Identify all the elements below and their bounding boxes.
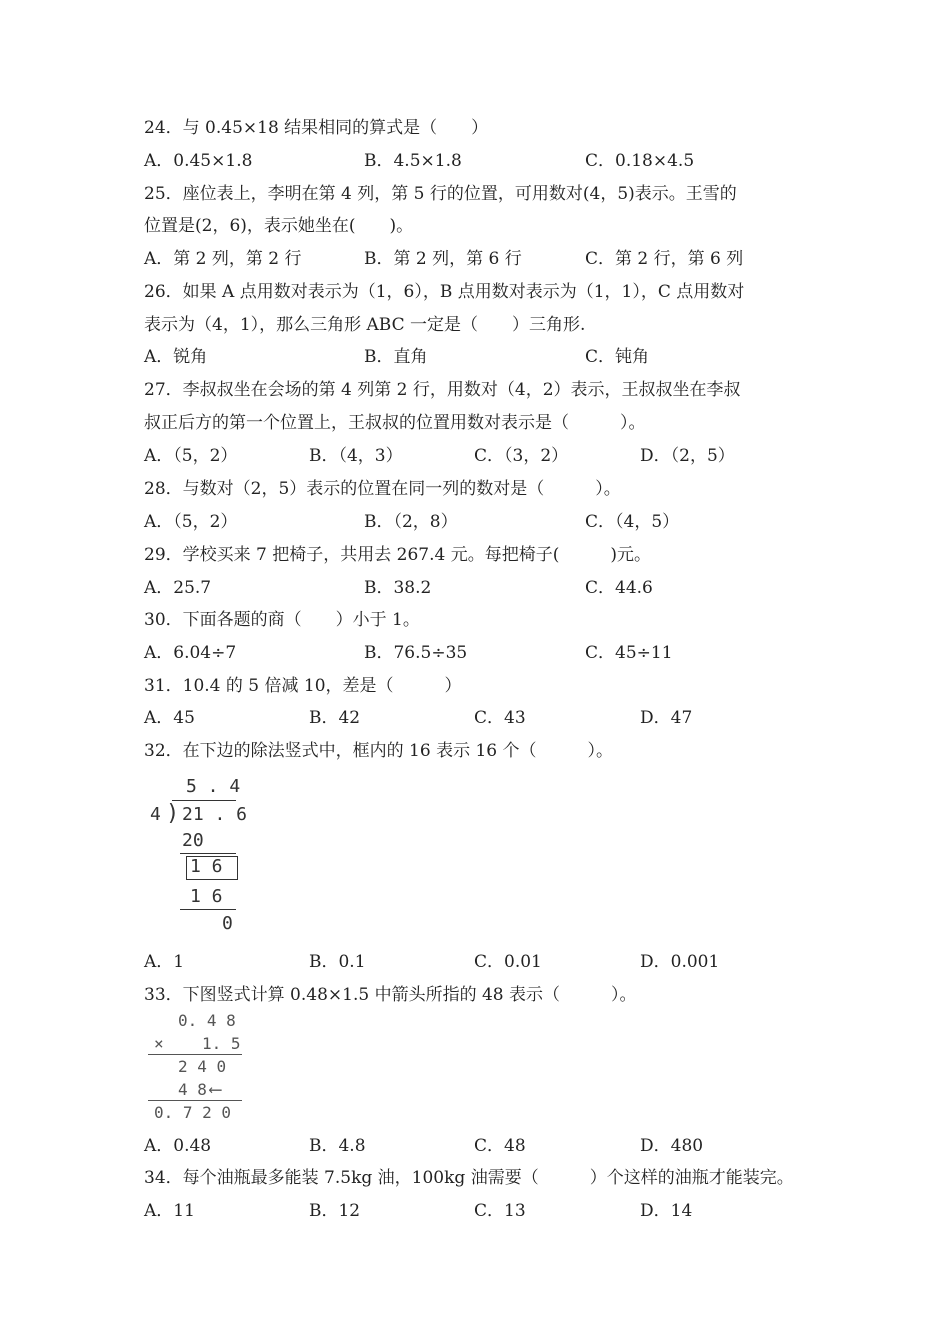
q25-option-b: B．第 2 列，第 6 行 xyxy=(364,249,522,269)
q32-option-b: B．0.1 xyxy=(309,952,366,972)
division-boxed-value: 1 6 xyxy=(190,856,223,877)
question-32-stem: 32．在下边的除法竖式中，框内的 16 表示 16 个（ ）。 xyxy=(144,741,614,761)
q28-option-c: C．（4，5） xyxy=(585,512,680,532)
q26-option-a: A．锐角 xyxy=(144,347,208,367)
question-25-stem-line2: 位置是(2，6)，表示她坐在( )。 xyxy=(144,216,414,236)
q24-option-b: B．4.5×1.8 xyxy=(364,151,462,171)
q30-option-b: B．76.5÷35 xyxy=(364,643,468,663)
mult-partial-1: 2 4 0 xyxy=(178,1057,227,1076)
q33-option-a: A．0.48 xyxy=(144,1136,212,1156)
question-28-stem: 28．与数对（2，5）表示的位置在同一列的数对是（ ）。 xyxy=(144,479,621,499)
division-dividend: 21 . 6 xyxy=(182,804,248,825)
mult-result: 0. 7 2 0 xyxy=(154,1103,232,1122)
multiplication-figure xyxy=(144,1010,264,1124)
division-rule-2 xyxy=(180,909,236,910)
q34-option-d: D．14 xyxy=(640,1201,693,1221)
q32-option-d: D．0.001 xyxy=(640,952,720,972)
q25-option-a: A．第 2 列，第 2 行 xyxy=(144,249,302,269)
q24-option-a: A．0.45×1.8 xyxy=(144,151,253,171)
division-rule-1 xyxy=(180,853,236,854)
question-34-stem: 34．每个油瓶最多能装 7.5kg 油，100kg 油需要（ ）个这样的油瓶才能装完。 xyxy=(144,1168,794,1188)
q31-option-b: B．42 xyxy=(309,708,361,728)
q29-option-b: B．38.2 xyxy=(364,578,432,598)
q32-option-c: C．0.01 xyxy=(474,952,542,972)
q32-option-a: A．1 xyxy=(144,952,185,972)
q30-option-a: A．6.04÷7 xyxy=(144,643,237,663)
question-30-stem: 30．下面各题的商（ ）小于 1。 xyxy=(144,610,420,630)
question-24-stem: 24．与 0.45×18 结果相同的算式是（ ） xyxy=(144,118,489,138)
division-bracket: ) xyxy=(166,801,180,826)
q29-option-c: C．44.6 xyxy=(585,578,653,598)
q34-option-c: C．13 xyxy=(474,1201,526,1221)
q34-option-a: A．11 xyxy=(144,1201,195,1221)
question-27-stem-line1: 27．李叔叔坐在会场的第 4 列第 2 行，用数对（4，2）表示，王叔叔坐在李叔 xyxy=(144,380,741,400)
question-33-stem: 33．下图竖式计算 0.48×1.5 中箭头所指的 48 表示（ ）。 xyxy=(144,985,637,1005)
q26-option-c: C．钝角 xyxy=(585,347,650,367)
mult-top-factor: 0. 4 8 xyxy=(178,1011,236,1030)
question-29-stem: 29．学校买来 7 把椅子，共用去 267.4 元。每把椅子( )元。 xyxy=(144,545,651,565)
division-step1: 20 xyxy=(182,830,204,851)
long-division-figure xyxy=(144,774,254,942)
mult-times-sign: × xyxy=(154,1034,164,1053)
q26-option-b: B．直角 xyxy=(364,347,428,367)
question-27-stem-line2: 叔正后方的第一个位置上，王叔叔的位置用数对表示是（ ）。 xyxy=(144,413,646,433)
division-step2: 1 6 xyxy=(190,886,223,907)
q28-option-b: B．（2，8） xyxy=(364,512,458,532)
division-remainder: 0 xyxy=(222,913,233,934)
q27-option-a: A．（5，2） xyxy=(144,446,238,466)
question-26-stem-line2: 表示为（4，1），那么三角形 ABC 一定是（ ）三角形. xyxy=(144,315,586,335)
q29-option-a: A．25.7 xyxy=(144,578,212,598)
arrow-left-icon: ⟵ xyxy=(210,1079,221,1100)
q27-option-c: C．（3，2） xyxy=(474,446,569,466)
q33-option-b: B．4.8 xyxy=(309,1136,366,1156)
question-25-stem-line1: 25．座位表上，李明在第 4 列，第 5 行的位置，可用数对(4，5)表示。王雪的 xyxy=(144,184,737,204)
q31-option-a: A．45 xyxy=(144,708,195,728)
q30-option-c: C．45÷11 xyxy=(585,643,673,663)
division-divisor: 4 xyxy=(150,804,161,825)
q31-option-c: C．43 xyxy=(474,708,526,728)
division-bar xyxy=(172,800,236,801)
q27-option-d: D．（2，5） xyxy=(640,446,735,466)
q24-option-c: C．0.18×4.5 xyxy=(585,151,695,171)
q27-option-b: B．（4，3） xyxy=(309,446,403,466)
mult-rule-1 xyxy=(148,1054,242,1055)
mult-multiplier: 1. 5 xyxy=(202,1034,241,1053)
mult-rule-2 xyxy=(148,1100,242,1101)
question-26-stem-line1: 26．如果 A 点用数对表示为（1，6），B 点用数对表示为（1，1），C 点用数对 xyxy=(144,282,745,302)
q33-option-c: C．48 xyxy=(474,1136,526,1156)
question-31-stem: 31．10.4 的 5 倍减 10，差是（ ） xyxy=(144,676,462,696)
q25-option-c: C．第 2 行，第 6 列 xyxy=(585,249,744,269)
q31-option-d: D．47 xyxy=(640,708,693,728)
mult-partial-2: 4 8 xyxy=(178,1080,207,1099)
q33-option-d: D．480 xyxy=(640,1136,704,1156)
q34-option-b: B．12 xyxy=(309,1201,361,1221)
q28-option-a: A．（5，2） xyxy=(144,512,238,532)
division-quotient: 5 . 4 xyxy=(186,776,241,797)
